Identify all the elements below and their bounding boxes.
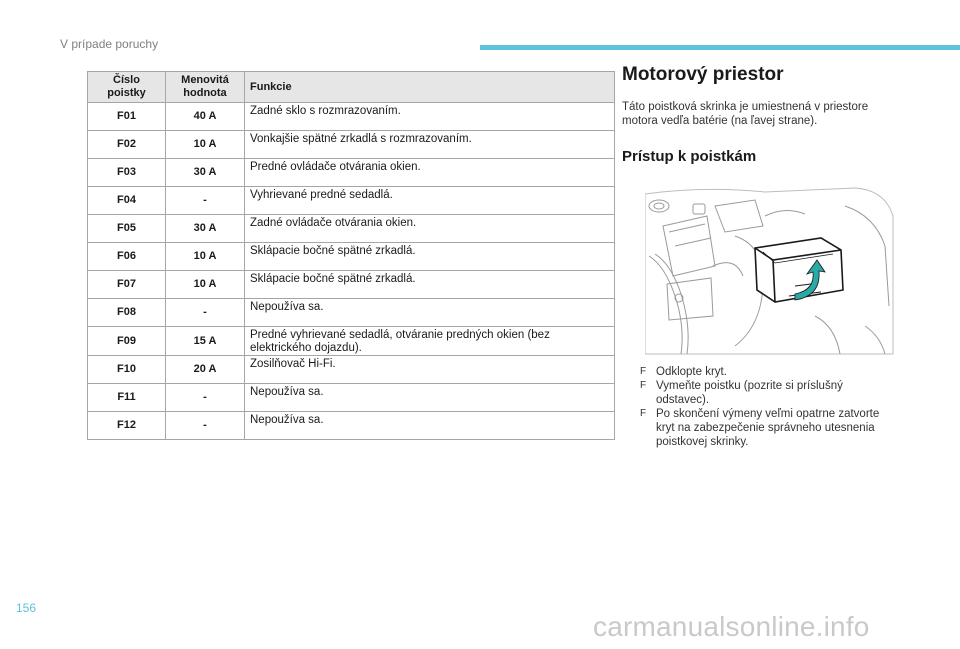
steps-list <box>640 365 890 449</box>
fuse-number: F01 <box>88 103 166 131</box>
header-fuse-number: Číslo poistky <box>88 72 166 103</box>
fuse-value: - <box>166 412 245 440</box>
header-functions: Funkcie <box>245 72 615 103</box>
fuse-number: F05 <box>88 215 166 243</box>
section-intro: Táto poistková skrinka je umiestnená v priestore motora vedľa batérie (na ľavej strane). <box>622 101 869 127</box>
fuse-function: Zadné sklo s rozmrazovaním. <box>245 103 615 131</box>
fuse-number: F08 <box>88 299 166 327</box>
fuse-number: F12 <box>88 412 166 440</box>
fuse-function: Nepoužíva sa. <box>245 299 615 327</box>
fuse-value: 10 A <box>166 243 245 271</box>
engine-compartment-section <box>622 64 892 165</box>
header-accent-bar <box>480 45 960 50</box>
section-title: Motorový priestor <box>622 64 784 85</box>
table-row <box>88 243 615 271</box>
fuse-function: Zadné ovládače otvárania okien. <box>245 215 615 243</box>
table-row <box>88 103 615 131</box>
fuse-table <box>87 71 615 440</box>
fuse-function: Predné vyhrievané sedadlá, otváranie predných okien (bez elektrického dojazdu). <box>245 327 615 356</box>
table-row <box>88 271 615 299</box>
list-item <box>640 379 890 407</box>
section-subtitle: Prístup k poistkám <box>622 148 757 165</box>
fuse-value: 30 A <box>166 215 245 243</box>
fuse-function: Sklápacie bočné spätné zrkadlá. <box>245 243 615 271</box>
fuse-function: Nepoužíva sa. <box>245 412 615 440</box>
fuse-value: 30 A <box>166 159 245 187</box>
fuse-number: F11 <box>88 384 166 412</box>
engine-fusebox-illustration <box>645 186 895 356</box>
header-rated-value <box>166 72 245 103</box>
table-row <box>88 215 615 243</box>
table-row <box>88 131 615 159</box>
fuse-value: - <box>166 187 245 215</box>
fuse-function: Vyhrievané predné sedadlá. <box>245 187 615 215</box>
bullet-icon: F <box>640 380 647 391</box>
table-row <box>88 384 615 412</box>
fuse-value: 15 A <box>166 327 245 356</box>
step-text: Odklopte kryt. <box>656 366 727 378</box>
fuse-number: F09 <box>88 327 166 356</box>
table-row <box>88 356 615 384</box>
table-row <box>88 299 615 327</box>
fuse-function: Nepoužíva sa. <box>245 384 615 412</box>
list-item <box>640 407 890 449</box>
fuse-number: F02 <box>88 131 166 159</box>
fuse-value: - <box>166 299 245 327</box>
fuse-value: 10 A <box>166 131 245 159</box>
list-item <box>640 365 890 379</box>
table-row <box>88 327 615 356</box>
table-header-row <box>88 72 615 103</box>
fuse-number: F10 <box>88 356 166 384</box>
fuse-value: 20 A <box>166 356 245 384</box>
fuse-value: 40 A <box>166 103 245 131</box>
header-rated-value-line2: hodnota <box>183 87 227 99</box>
step-text: Vymeňte poistku (pozrite si príslušný odstavec). <box>656 380 843 406</box>
header-rated-value-line1: Menovitá <box>181 74 229 86</box>
fuse-value: 10 A <box>166 271 245 299</box>
fuse-function: Vonkajšie spätné zrkadlá s rozmrazovaním. <box>245 131 615 159</box>
fuse-number: F07 <box>88 271 166 299</box>
fuse-number: F04 <box>88 187 166 215</box>
fuse-function: Sklápacie bočné spätné zrkadlá. <box>245 271 615 299</box>
page-number: 156 <box>16 601 37 615</box>
fuse-number: F03 <box>88 159 166 187</box>
fuse-value: - <box>166 384 245 412</box>
table-row <box>88 159 615 187</box>
table-row <box>88 412 615 440</box>
watermark: carmanualsonline.info <box>593 611 870 642</box>
step-text: Po skončení výmeny veľmi opatrne zatvorte kryt na zabezpečenie správneho utesnenia poistkovej skrinky. <box>656 408 880 448</box>
chapter-title: V prípade poruchy <box>60 37 159 51</box>
bullet-icon: F <box>640 366 647 377</box>
fuse-function: Predné ovládače otvárania okien. <box>245 159 615 187</box>
bullet-icon: F <box>640 408 647 419</box>
fuse-function: Zosilňovač Hi-Fi. <box>245 356 615 384</box>
fuse-number: F06 <box>88 243 166 271</box>
table-row <box>88 187 615 215</box>
